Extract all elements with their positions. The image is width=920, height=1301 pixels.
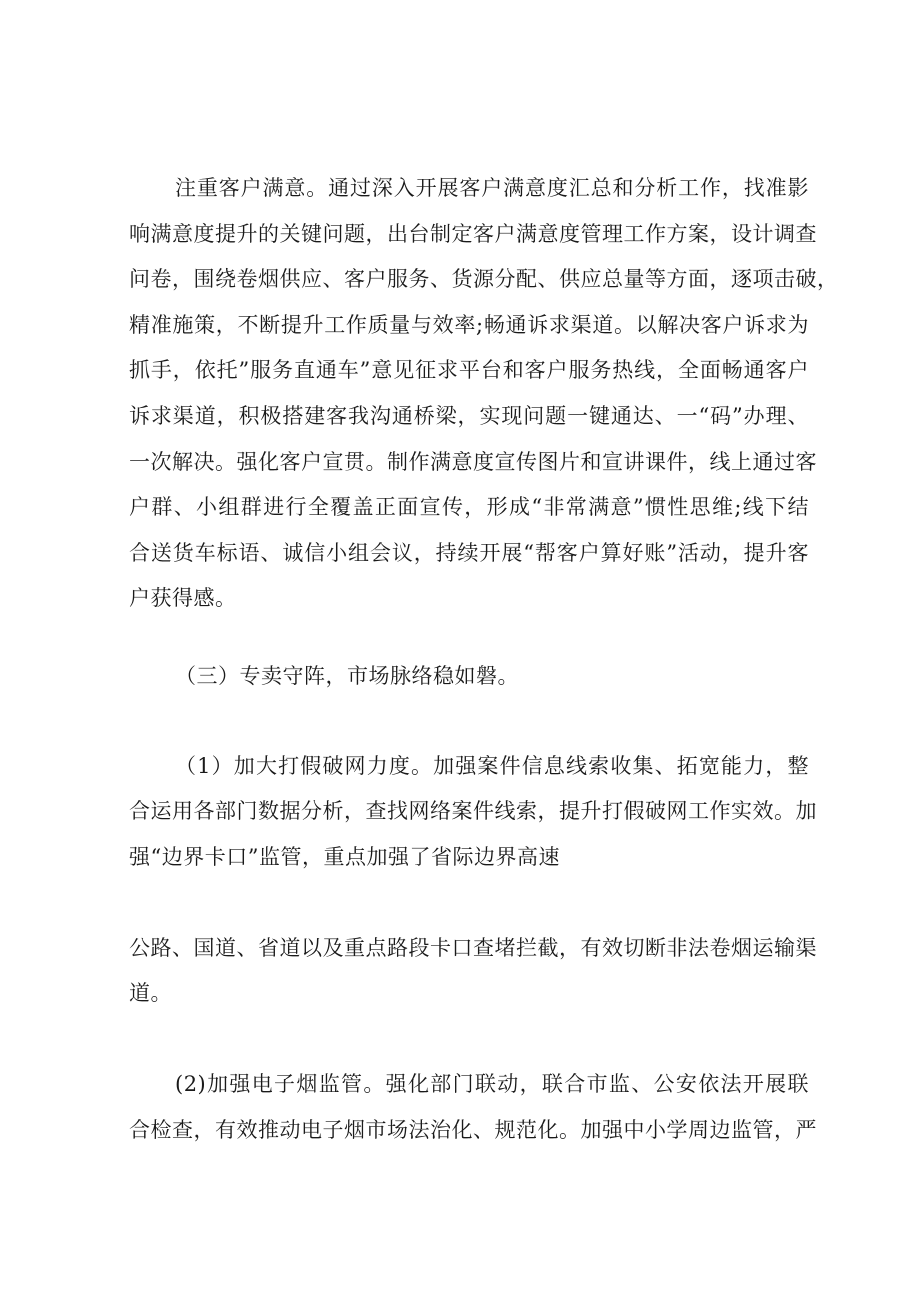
p3-line-1: 公路、国道、省道以及重点路段卡口查堵拦截，有效切断非法卷烟运输渠 bbox=[129, 936, 817, 960]
p4-line-1: (2)加强电子烟监管。强化部门联动，联合市监、公安依法开展联 bbox=[175, 1072, 809, 1096]
p1-line-5: 抓手，依托”服务直通车”意见征求平台和客户服务热线，全面畅通客户 bbox=[129, 358, 809, 382]
p1-line-6: 诉求渠道，积极搭建客我沟通桥梁，实现问题一键通达、一“码”办理、 bbox=[129, 404, 809, 428]
p2-line-3: 强“边界卡口”监管，重点加强了省际边界高速 bbox=[129, 845, 560, 869]
p1-line-10: 户获得感。 bbox=[129, 586, 237, 610]
p1-line-2: 响满意度提升的关键问题，出台制定客户满意度管理工作方案，设计调查 bbox=[129, 222, 817, 246]
p2-line-2: 合运用各部门数据分析，查找网络案件线索，提升打假破网工作实效。加 bbox=[129, 799, 817, 823]
p1-line-8: 户群、小组群进行全覆盖正面宣传，形成“非常满意”惯性思维;线下结 bbox=[129, 495, 809, 519]
p1-line-7: 一次解决。强化客户宣贯。制作满意度宣传图片和宣讲课件，线上通过客 bbox=[129, 450, 817, 474]
p1-line-9: 合送货车标语、诚信小组会议，持续开展“帮客户算好账”活动，提升客 bbox=[129, 541, 809, 565]
section-heading-3: （三）专卖守阵，市场脉络稳如磐。 bbox=[175, 664, 519, 688]
p1-line-3: 问卷，围绕卷烟供应、客户服务、货源分配、供应总量等方面，逐项击破， bbox=[129, 267, 839, 291]
p3-line-2: 道。 bbox=[129, 981, 172, 1005]
p1-line-1: 注重客户满意。通过深入开展客户满意度汇总和分析工作，找准影 bbox=[175, 176, 809, 200]
p1-line-4: 精准施策，不断提升工作质量与效率;畅通诉求渠道。以解决客户诉求为 bbox=[129, 313, 809, 337]
p4-line-2: 合检查，有效推动电子烟市场法治化、规范化。加强中小学周边监管，严 bbox=[129, 1118, 817, 1142]
p2-line-1: （1）加大打假破网力度。加强案件信息线索收集、拓宽能力，整 bbox=[175, 754, 809, 778]
